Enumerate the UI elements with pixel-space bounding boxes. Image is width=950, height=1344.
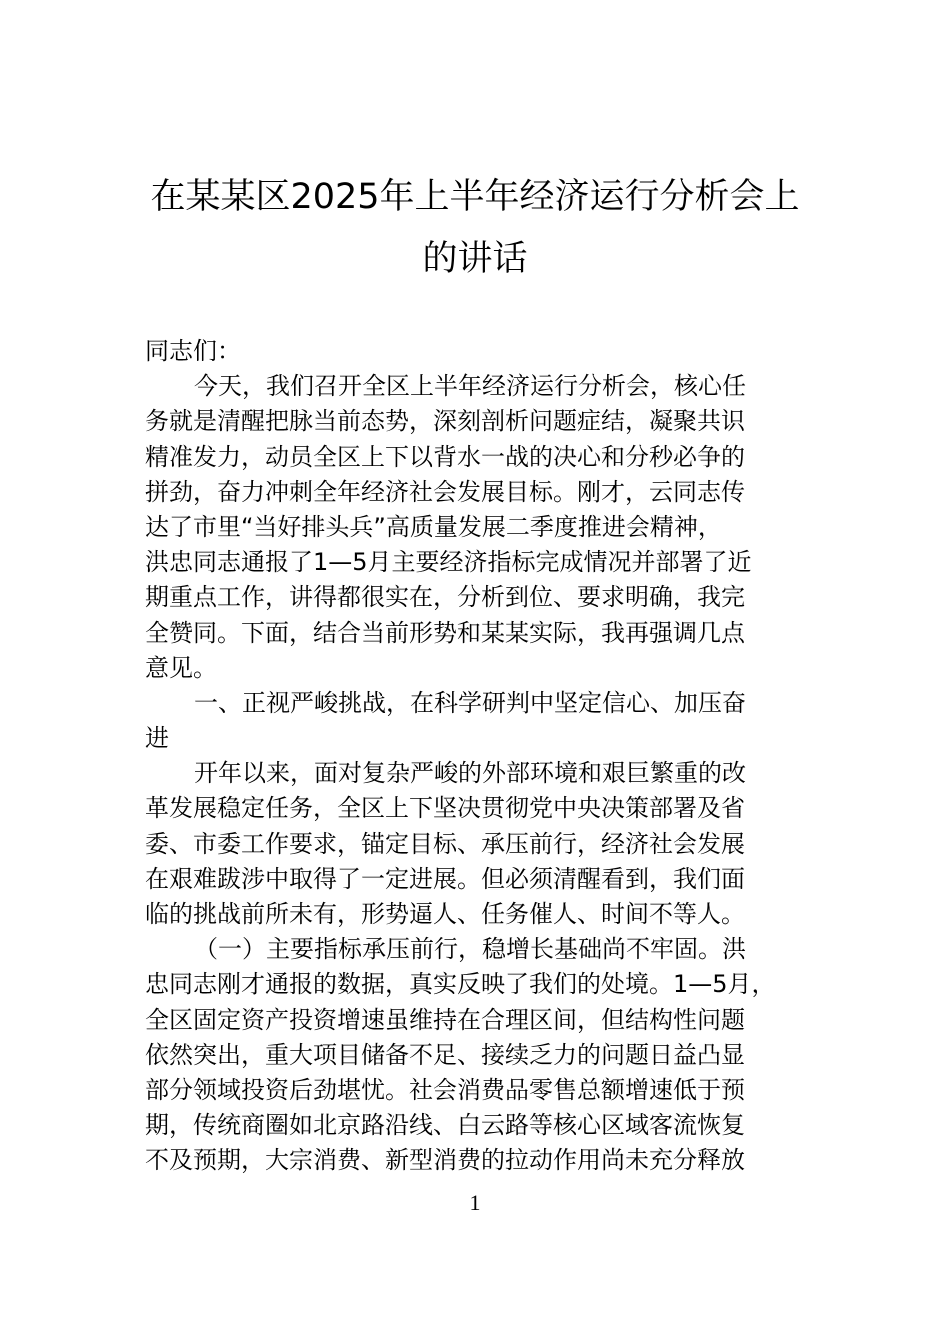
title-line-1: 在某某区2025年上半年经济运行分析会上	[150, 177, 800, 217]
paragraph-line: 革发展稳定任务，全区上下坚决贯彻党中央决策部署及省	[145, 794, 745, 823]
paragraph-line: 期重点工作，讲得都很实在，分析到位、要求明确，我完	[145, 583, 745, 612]
paragraph-line: 洪忠同志通报了1—5月主要经济指标完成情况并部署了近	[145, 548, 752, 577]
salutation-text: 同志们：	[145, 337, 241, 365]
paragraph-situation	[145, 756, 810, 932]
heading-line: 一、正视严峻挑战，在科学研判中坚定信心、加压奋	[194, 688, 746, 717]
paragraph-line: 忠同志刚才通报的数据，真实反映了我们的处境。1—5月，	[145, 970, 776, 999]
paragraph-line: 在艰难跋涉中取得了一定进展。但必须清醒看到，我们面	[145, 864, 745, 893]
paragraph-line: 临的挑战前所未有，形势逼人、任务催人、时间不等人。	[145, 900, 745, 928]
title-line-2: 的讲话	[422, 239, 528, 279]
paragraph-line: 依然突出，重大项目储备不足、接续乏力的问题日益凸显	[145, 1040, 745, 1069]
document-body	[145, 334, 810, 1179]
section-heading-1	[145, 686, 810, 756]
paragraph-line: 达了市里“当好排头兵”高质量发展二季度推进会精神，	[145, 512, 722, 541]
paragraph-line: 拼劲，奋力冲刺全年经济社会发展目标。刚才，云同志传	[145, 477, 745, 506]
document-title	[130, 166, 820, 290]
salutation	[145, 334, 810, 369]
paragraph-line: 部分领域投资后劲堪忧。社会消费品零售总额增速低于预	[145, 1075, 745, 1104]
paragraph-indicators	[145, 932, 810, 1178]
page-number: 1	[469, 1190, 481, 1215]
paragraph-line: 精准发力，动员全区上下以背水一战的决心和分秒必争的	[145, 442, 745, 471]
paragraph-line: 全赞同。下面，结合当前形势和某某实际，我再强调几点	[145, 618, 745, 647]
paragraph-intro	[145, 369, 810, 686]
paragraph-line: 期，传统商圈如北京路沿线、白云路等核心区域客流恢复	[145, 1111, 745, 1140]
paragraph-line: 委、市委工作要求，锚定目标、承压前行，经济社会发展	[145, 829, 745, 858]
paragraph-line: 今天，我们召开全区上半年经济运行分析会，核心任	[194, 372, 746, 401]
paragraph-line: 务就是清醒把脉当前态势，深刻剖析问题症结，凝聚共识	[145, 407, 745, 436]
heading-line: 进	[145, 724, 169, 753]
paragraph-line: 全区固定资产投资增速虽维持在合理区间，但结构性问题	[145, 1005, 745, 1034]
paragraph-line: 意见。	[145, 653, 217, 682]
paragraph-line: 不及预期，大宗消费、新型消费的拉动作用尚未充分释放	[145, 1146, 745, 1175]
paragraph-line: 开年以来，面对复杂严峻的外部环境和艰巨繁重的改	[194, 759, 746, 788]
paragraph-line: （一）主要指标承压前行，稳增长基础尚不牢固。洪	[194, 935, 746, 964]
